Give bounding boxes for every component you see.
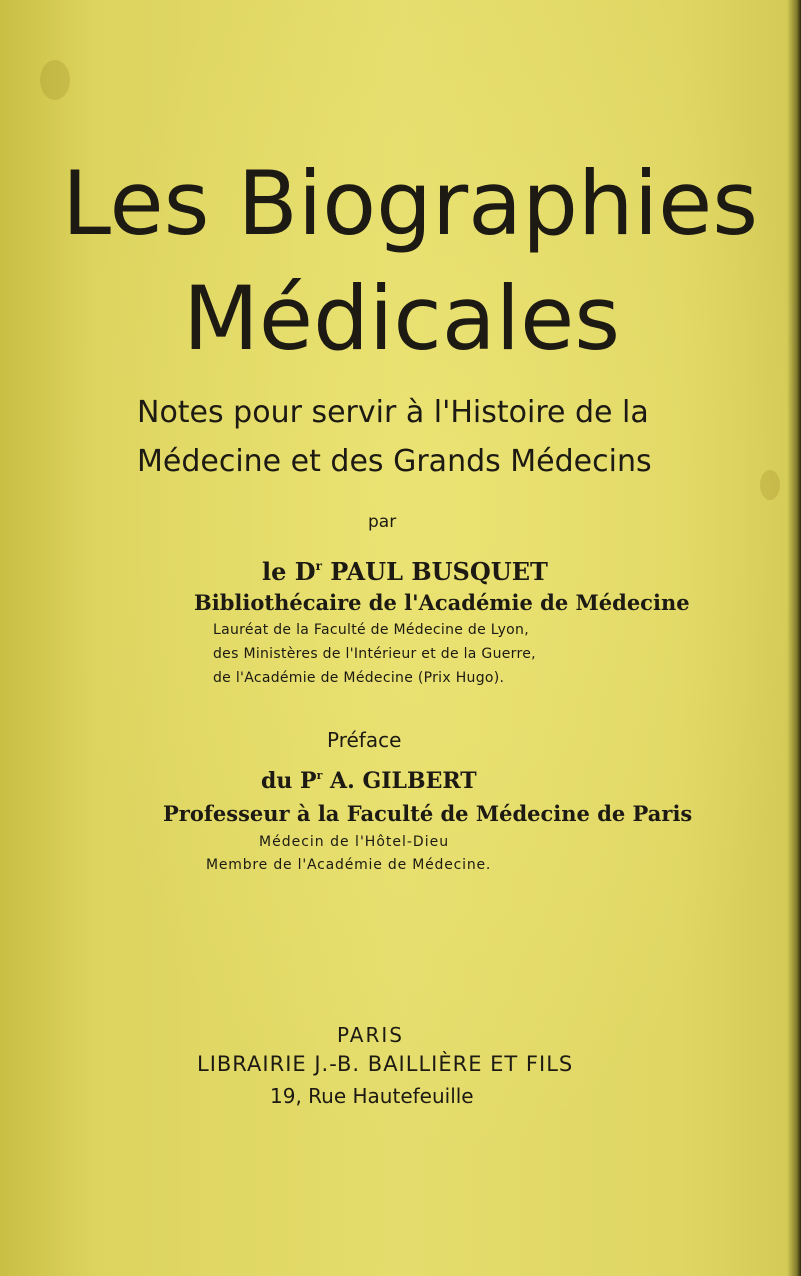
preface-title-1: Médecin de l'Hôtel-Dieu [259, 834, 450, 850]
by-label: par [368, 512, 397, 532]
imprint-publisher: LIBRAIRIE J.-B. BAILLIÈRE ET FILS [197, 1052, 574, 1076]
author-sup: r [315, 559, 322, 573]
preface-author-sup: r [316, 769, 323, 782]
preface-author-role: Professeur à la Faculté de Médecine de Paris [163, 801, 693, 826]
preface-author [261, 768, 477, 794]
imprint-city: PARIS [337, 1023, 404, 1047]
subtitle-line-1: Notes pour servir à l'Histoire de la [137, 395, 649, 430]
author-role: Bibliothécaire de l'Académie de Médecine [194, 590, 690, 615]
author-name [262, 557, 548, 586]
author-distinction-2: des Ministères de l'Intérieur et de la Guerre, [213, 646, 536, 662]
preface-title-2: Membre de l'Académie de Médecine. [206, 857, 492, 873]
paper-stain [760, 470, 780, 500]
author-distinction-3: de l'Académie de Médecine (Prix Hugo). [213, 670, 505, 686]
paper-stain [40, 60, 70, 100]
title-line-2: Médicales [183, 267, 621, 370]
preface-author-name: A. GILBERT [322, 768, 477, 794]
preface-author-prefix: du P [261, 768, 317, 794]
title-line-1: Les Biographies [62, 152, 759, 255]
preface-label: Préface [327, 728, 402, 752]
subtitle-line-2: Médecine et des Grands Médecins [137, 444, 652, 479]
author-surname: PAUL BUSQUET [321, 557, 548, 586]
imprint-address: 19, Rue Hautefeuille [270, 1084, 474, 1108]
author-distinction-1: Lauréat de la Faculté de Médecine de Lyon, [213, 622, 529, 638]
page-edge-shadow [787, 0, 801, 1276]
author-prefix: le D [262, 557, 316, 586]
